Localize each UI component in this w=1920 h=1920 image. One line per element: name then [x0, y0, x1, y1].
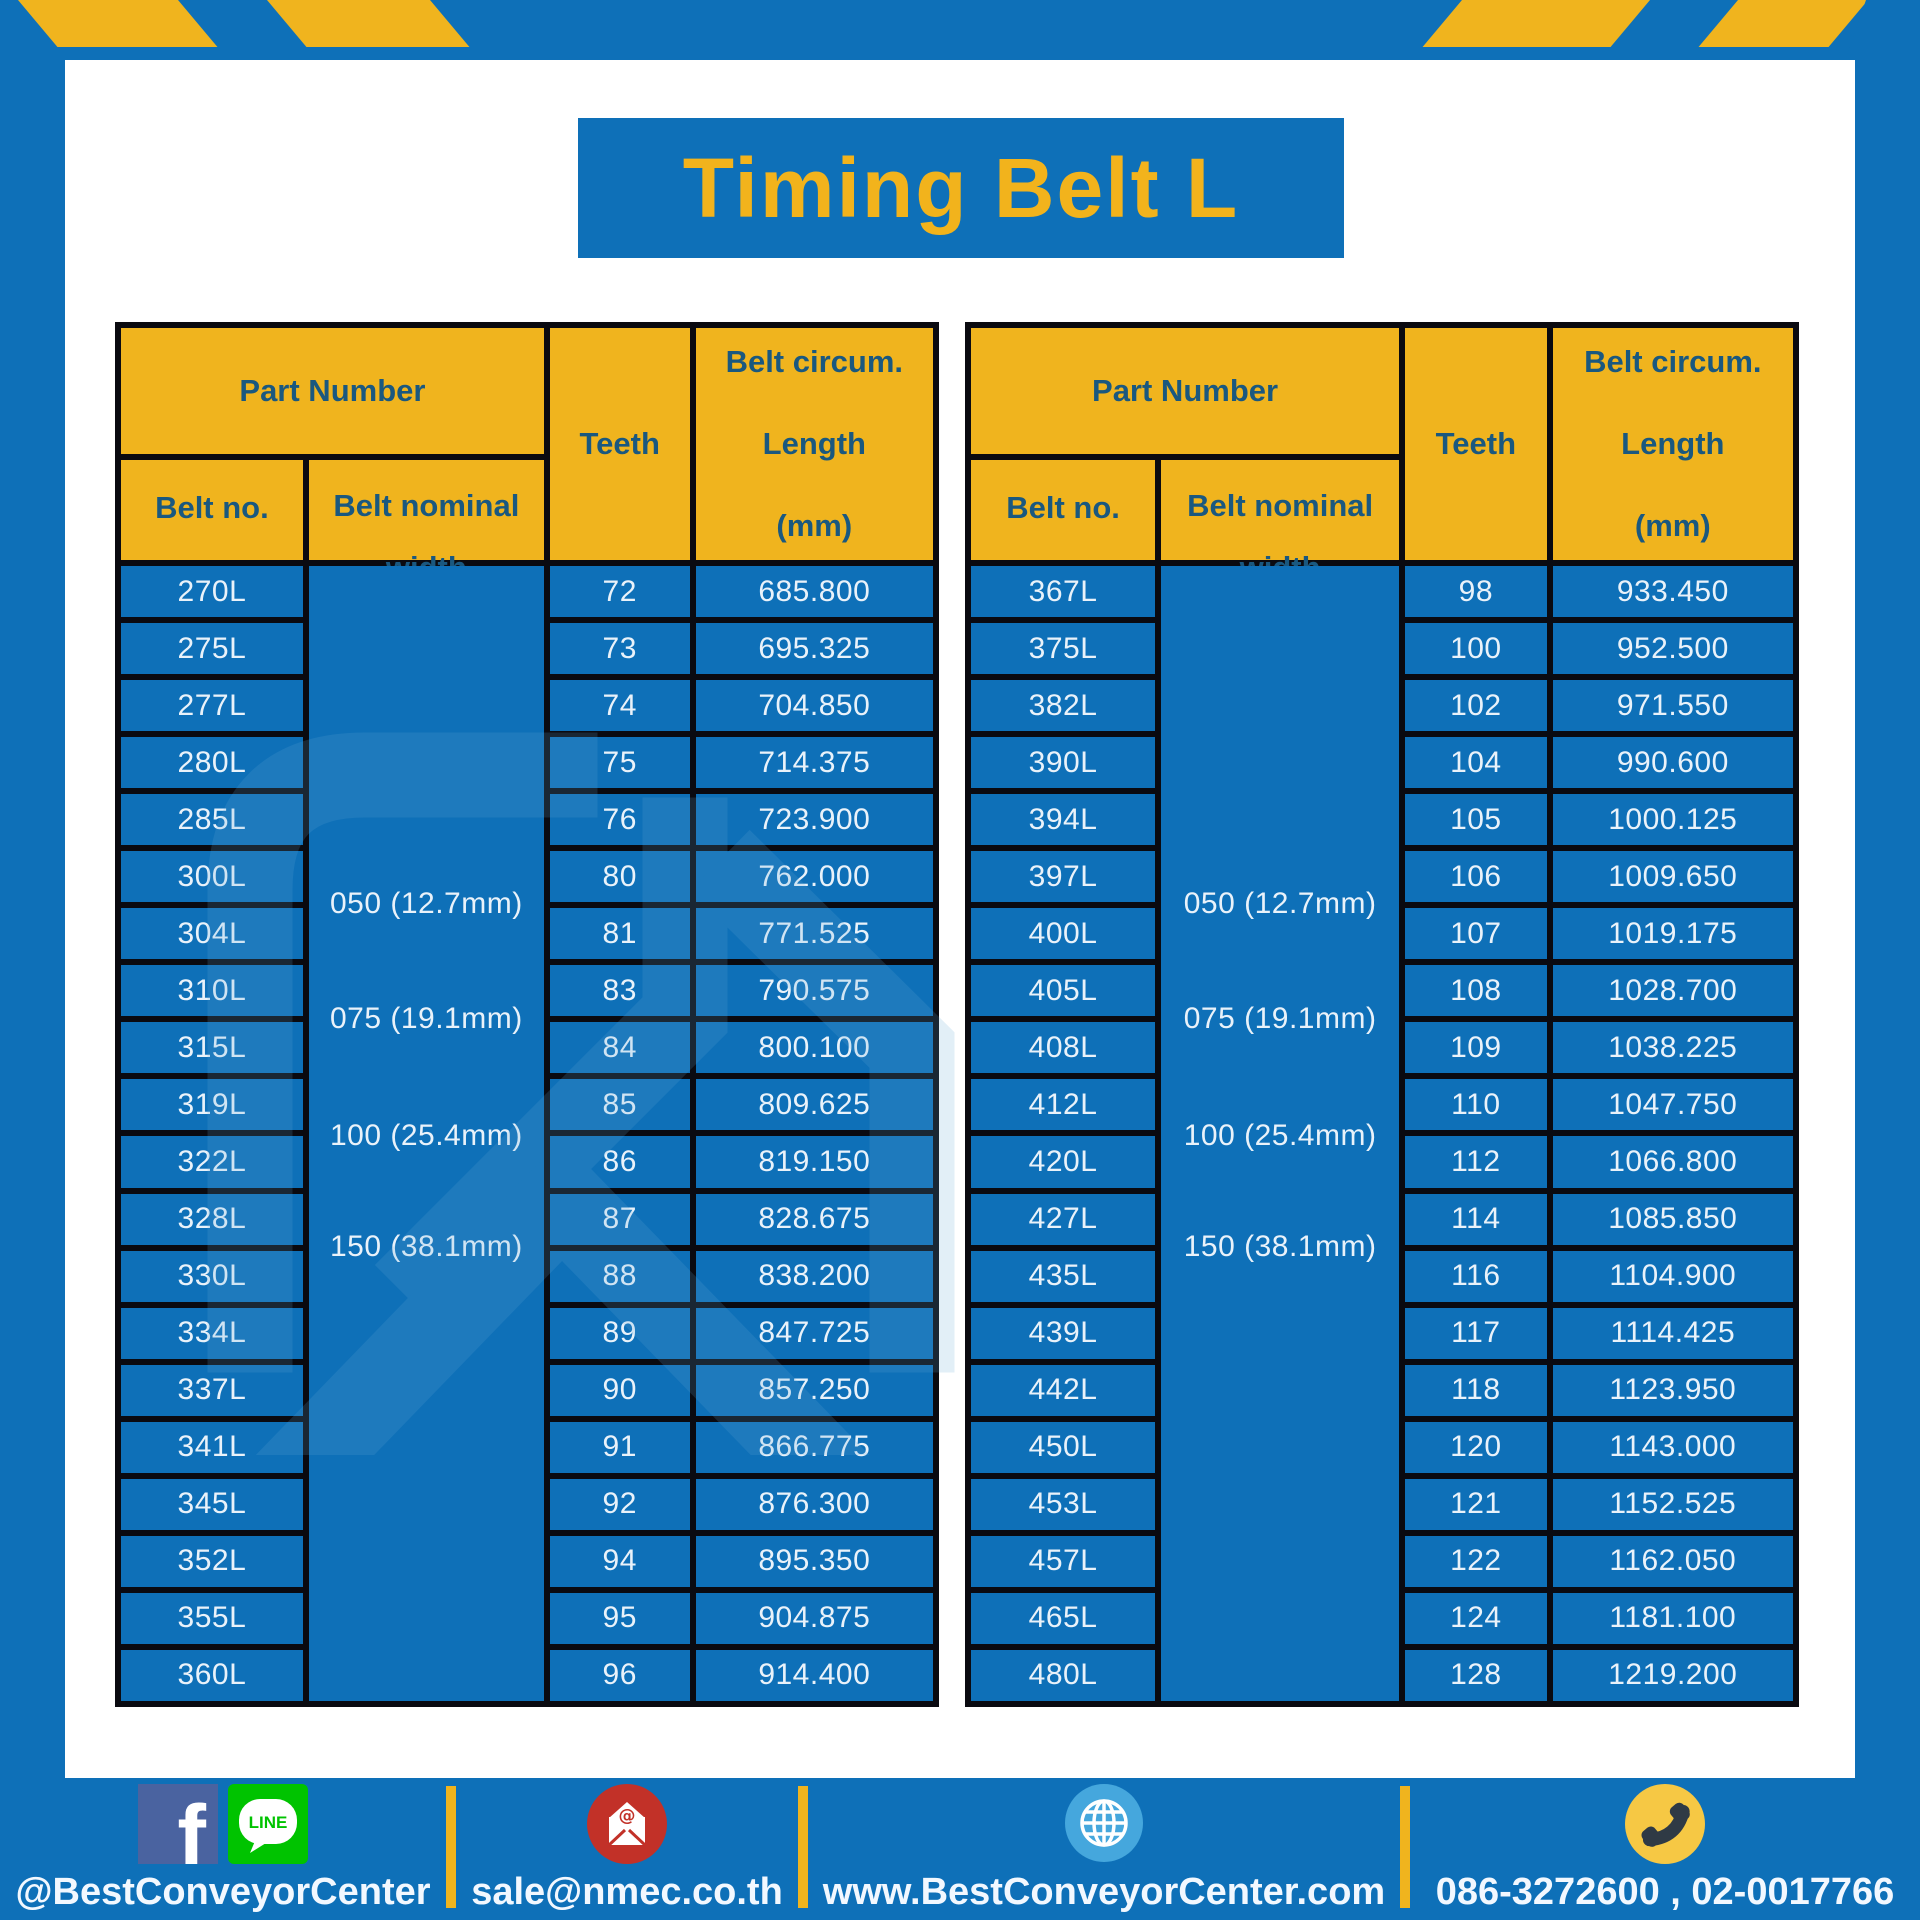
- cell-length: 800.100: [696, 1022, 933, 1073]
- cell-teeth: 122: [1405, 1536, 1547, 1587]
- right-border-bar: [1855, 60, 1920, 1778]
- cell-teeth: 121: [1405, 1479, 1547, 1530]
- cell-belt-no: 450L: [971, 1422, 1155, 1473]
- cell-length: 952.500: [1553, 623, 1793, 674]
- cell-belt-no: 394L: [971, 794, 1155, 845]
- cell-length: 876.300: [696, 1479, 933, 1530]
- footer-bar: [0, 1778, 1920, 1920]
- facebook-letter: f: [177, 1788, 206, 1864]
- cell-teeth: 100: [1405, 623, 1547, 674]
- header-line: Belt circum.: [725, 344, 904, 379]
- cell-teeth: 85: [550, 1079, 690, 1130]
- cell-belt-no: 310L: [121, 965, 303, 1016]
- header-teeth: Teeth: [1405, 328, 1547, 560]
- cell-length: 857.250: [696, 1365, 933, 1416]
- cell-teeth: 88: [550, 1251, 690, 1302]
- cell-length: 1114.425: [1553, 1308, 1793, 1359]
- left-border-bar: [0, 60, 65, 1778]
- cell-length: 819.150: [696, 1136, 933, 1187]
- cell-length: 1009.650: [1553, 851, 1793, 902]
- cell-belt-no: 330L: [121, 1251, 303, 1302]
- cell-teeth: 104: [1405, 737, 1547, 788]
- cell-teeth: 102: [1405, 680, 1547, 731]
- footer-section-phone: [1410, 1782, 1920, 1916]
- cell-teeth: 81: [550, 908, 690, 959]
- cell-belt-no: 382L: [971, 680, 1155, 731]
- cell-teeth: 91: [550, 1422, 690, 1473]
- cell-length: 723.900: [696, 794, 933, 845]
- cell-belt-no: 300L: [121, 851, 303, 902]
- cell-belt-no: 465L: [971, 1593, 1155, 1644]
- cell-length: 828.675: [696, 1194, 933, 1245]
- spec-table-right: [965, 322, 1799, 1707]
- email-icon: [587, 1784, 667, 1864]
- width-option-label: 050 (12.7mm): [1183, 887, 1377, 921]
- footer-section-social: [0, 1782, 446, 1916]
- cell-teeth: 108: [1405, 965, 1547, 1016]
- header-line: Belt circum.: [1584, 344, 1762, 379]
- width-option-label: 050 (12.7mm): [329, 887, 523, 921]
- cell-belt-no: 315L: [121, 1022, 303, 1073]
- cell-length: 847.725: [696, 1308, 933, 1359]
- phone-icon: [1625, 1784, 1705, 1864]
- cell-teeth: 75: [550, 737, 690, 788]
- cell-length: 1085.850: [1553, 1194, 1793, 1245]
- top-border-bar: [0, 0, 1920, 60]
- cell-belt-no: 341L: [121, 1422, 303, 1473]
- cell-teeth: 72: [550, 566, 690, 617]
- cell-length: 1066.800: [1553, 1136, 1793, 1187]
- cell-teeth: 112: [1405, 1136, 1547, 1187]
- cell-belt-no: 334L: [121, 1308, 303, 1359]
- header-line: Length: [1621, 426, 1725, 461]
- cell-teeth: 73: [550, 623, 690, 674]
- social-icons: [138, 1784, 308, 1864]
- belt-width-merged-cell: [309, 566, 544, 1701]
- cell-belt-no: 400L: [971, 908, 1155, 959]
- cell-length: 1152.525: [1553, 1479, 1793, 1530]
- cell-teeth: 128: [1405, 1650, 1547, 1701]
- hazard-stripe: [1699, 0, 1868, 47]
- cell-belt-no: 420L: [971, 1136, 1155, 1187]
- facebook-icon: [138, 1784, 218, 1864]
- cell-length: 990.600: [1553, 737, 1793, 788]
- header-line: Belt nominal: [333, 488, 520, 523]
- cell-teeth: 107: [1405, 908, 1547, 959]
- header-belt-no: Belt no.: [121, 460, 303, 560]
- footer-section-email: [456, 1782, 798, 1916]
- footer-divider: [1400, 1786, 1410, 1908]
- width-option-label: 100 (25.4mm): [329, 1118, 523, 1152]
- header-part-number: Part Number: [971, 328, 1399, 454]
- cell-belt-no: 355L: [121, 1593, 303, 1644]
- cell-belt-no: 285L: [121, 794, 303, 845]
- cell-teeth: 124: [1405, 1593, 1547, 1644]
- cell-belt-no: 367L: [971, 566, 1155, 617]
- cell-length: 695.325: [696, 623, 933, 674]
- cell-teeth: 105: [1405, 794, 1547, 845]
- cell-length: 971.550: [1553, 680, 1793, 731]
- cell-teeth: 76: [550, 794, 690, 845]
- cell-belt-no: 408L: [971, 1022, 1155, 1073]
- cell-teeth: 96: [550, 1650, 690, 1701]
- width-option-label: 150 (38.1mm): [329, 1229, 523, 1263]
- footer-divider: [446, 1786, 456, 1908]
- width-option-label: 075 (19.1mm): [1183, 1001, 1377, 1035]
- header-line: (mm): [1634, 508, 1711, 543]
- cell-length: 1123.950: [1553, 1365, 1793, 1416]
- width-option-label: 075 (19.1mm): [329, 1001, 523, 1035]
- footer-divider: [798, 1786, 808, 1908]
- cell-length: 1038.225: [1553, 1022, 1793, 1073]
- cell-length: 1162.050: [1553, 1536, 1793, 1587]
- cell-belt-no: 397L: [971, 851, 1155, 902]
- header-teeth: Teeth: [550, 328, 690, 560]
- hazard-stripe: [1423, 0, 1650, 47]
- header-belt-width: [1161, 460, 1399, 560]
- cell-belt-no: 360L: [121, 1650, 303, 1701]
- cell-length: 895.350: [696, 1536, 933, 1587]
- website-url: www.BestConveyorCenter.com: [822, 1871, 1386, 1913]
- cell-teeth: 118: [1405, 1365, 1547, 1416]
- cell-belt-no: 480L: [971, 1650, 1155, 1701]
- width-option-label: 150 (38.1mm): [1183, 1229, 1377, 1263]
- cell-teeth: 98: [1405, 566, 1547, 617]
- cell-belt-no: 275L: [121, 623, 303, 674]
- cell-belt-no: 427L: [971, 1194, 1155, 1245]
- belt-width-merged-cell: [1161, 566, 1399, 1701]
- cell-length: 1019.175: [1553, 908, 1793, 959]
- cell-length: 866.775: [696, 1422, 933, 1473]
- cell-length: 1181.100: [1553, 1593, 1793, 1644]
- cell-teeth: 114: [1405, 1194, 1547, 1245]
- svg-text:@: @: [618, 1806, 636, 1826]
- cell-belt-no: 453L: [971, 1479, 1155, 1530]
- cell-belt-no: 304L: [121, 908, 303, 959]
- cell-teeth: 120: [1405, 1422, 1547, 1473]
- line-label: LINE: [248, 1813, 288, 1832]
- cell-belt-no: 270L: [121, 566, 303, 617]
- cell-teeth: 87: [550, 1194, 690, 1245]
- cell-belt-no: 375L: [971, 623, 1155, 674]
- cell-length: 1219.200: [1553, 1650, 1793, 1701]
- spec-table-left: [115, 322, 939, 1707]
- cell-teeth: 89: [550, 1308, 690, 1359]
- phone-numbers: 086-3272600 , 02-0017766: [1435, 1871, 1895, 1913]
- cell-length: 914.400: [696, 1650, 933, 1701]
- cell-belt-no: 352L: [121, 1536, 303, 1587]
- cell-length: 790.575: [696, 965, 933, 1016]
- header-line: Belt nominal: [1187, 488, 1374, 523]
- cell-length: 1047.750: [1553, 1079, 1793, 1130]
- header-line: Length: [762, 426, 866, 461]
- cell-belt-no: 439L: [971, 1308, 1155, 1359]
- title-box: [578, 118, 1344, 258]
- cell-teeth: 94: [550, 1536, 690, 1587]
- cell-belt-no: 337L: [121, 1365, 303, 1416]
- social-handle: @BestConveyorCenter: [15, 1871, 431, 1913]
- cell-teeth: 117: [1405, 1308, 1547, 1359]
- header-line: (mm): [776, 508, 853, 543]
- cell-belt-no: 345L: [121, 1479, 303, 1530]
- header-belt-no: Belt no.: [971, 460, 1155, 560]
- cell-belt-no: 457L: [971, 1536, 1155, 1587]
- header-belt-circum: [1553, 328, 1793, 560]
- cell-belt-no: 442L: [971, 1365, 1155, 1416]
- cell-teeth: 110: [1405, 1079, 1547, 1130]
- cell-belt-no: 390L: [971, 737, 1155, 788]
- cell-length: 904.875: [696, 1593, 933, 1644]
- width-option-label: 100 (25.4mm): [1183, 1118, 1377, 1152]
- cell-teeth: 95: [550, 1593, 690, 1644]
- cell-length: 1000.125: [1553, 794, 1793, 845]
- cell-length: 771.525: [696, 908, 933, 959]
- cell-length: 704.850: [696, 680, 933, 731]
- cell-belt-no: 280L: [121, 737, 303, 788]
- cell-teeth: 90: [550, 1365, 690, 1416]
- line-icon: [228, 1784, 308, 1864]
- cell-belt-no: 328L: [121, 1194, 303, 1245]
- cell-teeth: 92: [550, 1479, 690, 1530]
- header-belt-circum: [696, 328, 933, 560]
- page-title: Timing Belt L: [682, 140, 1240, 235]
- cell-teeth: 109: [1405, 1022, 1547, 1073]
- cell-length: 809.625: [696, 1079, 933, 1130]
- hazard-stripe: [267, 0, 469, 47]
- cell-belt-no: 319L: [121, 1079, 303, 1130]
- cell-length: 838.200: [696, 1251, 933, 1302]
- cell-teeth: 106: [1405, 851, 1547, 902]
- cell-teeth: 86: [550, 1136, 690, 1187]
- cell-teeth: 116: [1405, 1251, 1547, 1302]
- cell-belt-no: 277L: [121, 680, 303, 731]
- cell-teeth: 80: [550, 851, 690, 902]
- cell-length: 1104.900: [1553, 1251, 1793, 1302]
- cell-length: 1143.000: [1553, 1422, 1793, 1473]
- cell-teeth: 74: [550, 680, 690, 731]
- cell-teeth: 83: [550, 965, 690, 1016]
- cell-belt-no: 322L: [121, 1136, 303, 1187]
- cell-length: 1028.700: [1553, 965, 1793, 1016]
- cell-belt-no: 405L: [971, 965, 1155, 1016]
- cell-length: 762.000: [696, 851, 933, 902]
- cell-belt-no: 435L: [971, 1251, 1155, 1302]
- email-address: sale@nmec.co.th: [471, 1871, 783, 1913]
- globe-icon: [1065, 1784, 1143, 1862]
- header-part-number: Part Number: [121, 328, 544, 454]
- cell-length: 714.375: [696, 737, 933, 788]
- cell-teeth: 84: [550, 1022, 690, 1073]
- cell-length: 933.450: [1553, 566, 1793, 617]
- header-belt-width: [309, 460, 544, 560]
- footer-section-website: [808, 1782, 1400, 1916]
- cell-length: 685.800: [696, 566, 933, 617]
- hazard-stripe: [18, 0, 217, 47]
- cell-belt-no: 412L: [971, 1079, 1155, 1130]
